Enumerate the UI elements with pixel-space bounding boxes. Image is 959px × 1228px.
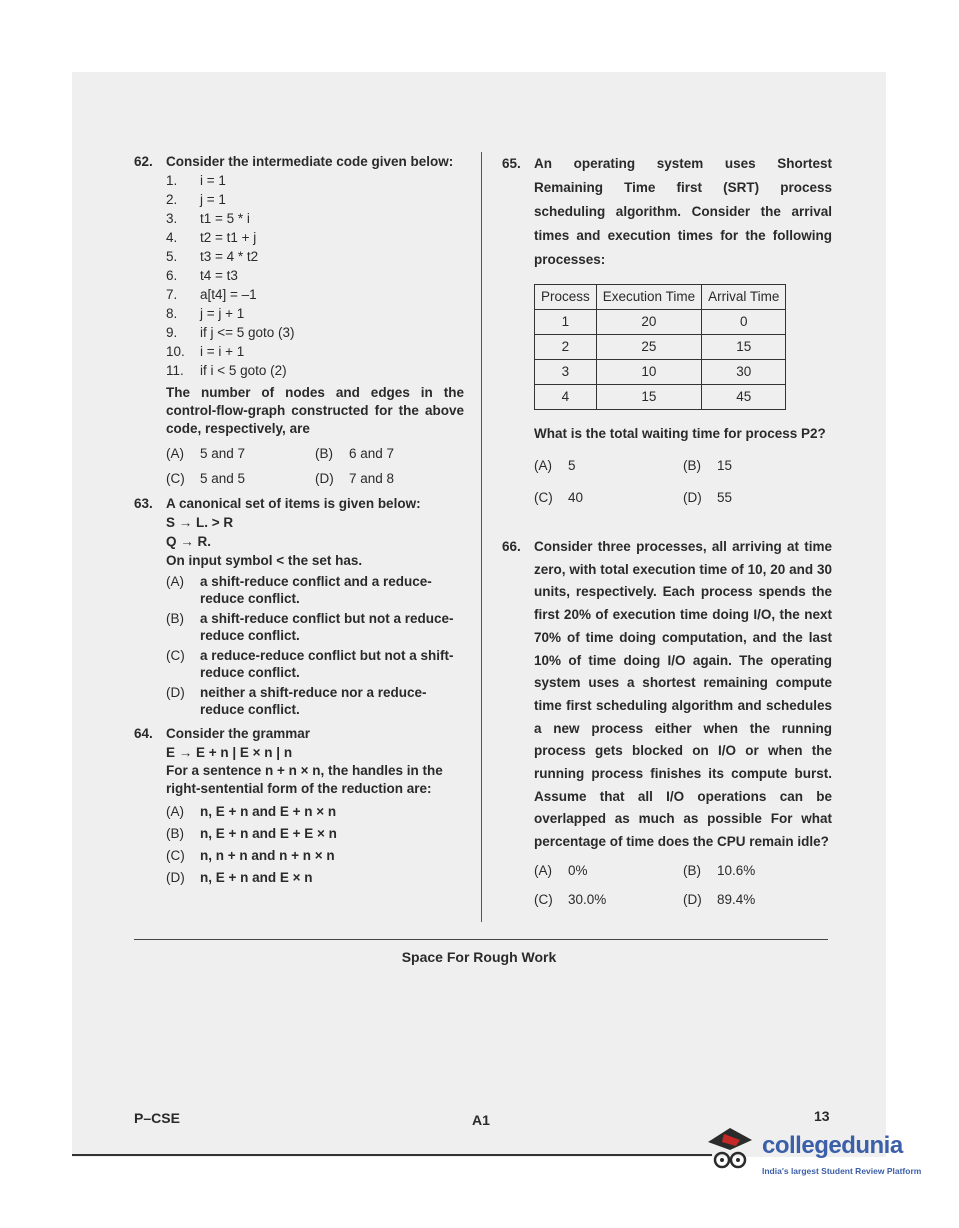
- question-stem: An operating system uses Shortest Remaining Time first (SRT) process scheduling algorithm. Consider the arrival times and execution times for the following processes:: [534, 156, 832, 267]
- question-stem: Consider three processes, all arriving at time zero, with total execution time of 10, 20 and 30 units, respectively. Each process spends the first 20% of execution time doing I/O, the next 70% of time doing computation, and the last 10% of time doing I/O again. The operating system uses a shortest remaining compute time first scheduling algorithm and schedules a new process either when the running process gets blocked on I/O or when the running process finishes its compute burst. Assume that all I/O operations can be overlapped as much as possible For what percentage of time does the CPU remain idle?: [534, 539, 832, 850]
- section-rule: [134, 939, 828, 940]
- question-65: [502, 152, 832, 510]
- footer-paper-code: P–CSE: [134, 1110, 180, 1126]
- option-d[interactable]: (D) 7 and 8: [315, 471, 395, 486]
- table-row: [535, 310, 786, 335]
- table-header: Process: [535, 285, 597, 310]
- table-cell: 45: [702, 385, 786, 410]
- options-row: [166, 444, 464, 463]
- mascot-icon: [700, 1120, 760, 1180]
- table-cell: 30: [702, 360, 786, 385]
- column-divider: [481, 152, 482, 922]
- table-header: Arrival Time: [702, 285, 786, 310]
- option-d[interactable]: (D) 89.4%: [683, 891, 756, 907]
- option-b[interactable]: (B) 10.6%: [683, 862, 756, 878]
- option-c[interactable]: (C) a reduce-reduce conflict but not a shift-reduce conflict.: [166, 648, 454, 680]
- code-line: 2. j = 1: [166, 192, 226, 207]
- options-row: [534, 454, 832, 478]
- item-line: Q → R.: [166, 534, 212, 549]
- option-c[interactable]: (C) 30.0%: [534, 891, 607, 907]
- question-stem: Consider the grammar: [166, 726, 311, 741]
- brand-tagline: India's largest Student Review Platform: [762, 1166, 922, 1176]
- code-line: 5. t3 = 4 * t2: [166, 249, 259, 264]
- question-number: 65.: [502, 156, 521, 171]
- code-line: 10. i = i + 1: [166, 344, 245, 359]
- option-a[interactable]: (A) 0%: [534, 862, 588, 878]
- question-text: The number of nodes and edges in the control-flow-graph constructed for the above code, respectively, are: [166, 385, 464, 436]
- option-a[interactable]: (A) 5: [534, 458, 576, 473]
- table-cell: 25: [596, 335, 701, 360]
- left-column: [134, 152, 464, 892]
- question-text: For a sentence n + n × n, the handles in the right-sentential form of the reduction are:: [166, 763, 443, 796]
- table-row: [535, 385, 786, 410]
- exam-page: [72, 72, 886, 1157]
- code-line: 9. if j <= 5 goto (3): [166, 325, 295, 340]
- collegedunia-watermark: [700, 1120, 940, 1190]
- table-cell: 20: [596, 310, 701, 335]
- code-listing: [166, 171, 464, 380]
- question-text: On input symbol < the set has.: [166, 553, 363, 568]
- code-line: 7. a[t4] = –1: [166, 287, 257, 302]
- options-row: [166, 469, 464, 488]
- option-b[interactable]: (B) 15: [683, 458, 733, 473]
- options-row: [534, 860, 832, 883]
- table-row: [535, 335, 786, 360]
- option-c[interactable]: (C) 5 and 5: [166, 471, 246, 486]
- question-number: 62.: [134, 154, 153, 169]
- option-a[interactable]: (A) n, E + n and E + n × n: [166, 804, 337, 819]
- code-line: 4. t2 = t1 + j: [166, 230, 257, 245]
- question-number: 64.: [134, 726, 153, 741]
- option-c[interactable]: (C) n, n + n and n + n × n: [166, 848, 335, 863]
- table-header: Execution Time: [596, 285, 701, 310]
- code-line: 6. t4 = t3: [166, 268, 238, 283]
- question-stem: A canonical set of items is given below:: [166, 496, 421, 511]
- options-row: [534, 486, 832, 510]
- grammar-rule: E → E + n | E × n | n: [166, 745, 293, 760]
- option-d[interactable]: (D) 55: [683, 490, 733, 505]
- option-a[interactable]: (A) a shift-reduce conflict and a reduce-reduce conflict.: [166, 574, 432, 606]
- code-line: 1. i = 1: [166, 173, 226, 188]
- option-b[interactable]: (B) n, E + n and E + E × n: [166, 826, 337, 841]
- table-row: [535, 360, 786, 385]
- table-header-row: [535, 285, 786, 310]
- table-cell: 2: [535, 335, 597, 360]
- option-c[interactable]: (C) 40: [534, 490, 584, 505]
- table-cell: 3: [535, 360, 597, 385]
- question-number: 66.: [502, 539, 521, 554]
- option-b[interactable]: (B) 6 and 7: [315, 446, 395, 461]
- rough-work-label: Space For Rough Work: [401, 949, 557, 965]
- option-d[interactable]: (D) neither a shift-reduce nor a reduce-reduce conflict.: [166, 685, 427, 717]
- footer-set-code: A1: [472, 1112, 490, 1128]
- footer-rule: [72, 1154, 712, 1156]
- table-cell: 15: [596, 385, 701, 410]
- table-cell: 4: [535, 385, 597, 410]
- table-cell: 1: [535, 310, 597, 335]
- table-cell: 0: [702, 310, 786, 335]
- option-b[interactable]: (B) a shift-reduce conflict but not a reduce-reduce conflict.: [166, 611, 454, 643]
- question-64: [134, 724, 464, 886]
- question-66: [502, 536, 832, 911]
- code-line: 11. if i < 5 goto (2): [166, 363, 287, 378]
- code-line: 8. j = j + 1: [166, 306, 245, 321]
- right-column: [502, 152, 832, 917]
- question-number: 63.: [134, 496, 153, 511]
- footer-page-number: 13: [814, 1108, 830, 1124]
- question-text: What is the total waiting time for process P2?: [534, 426, 826, 441]
- code-line: 3. t1 = 5 * i: [166, 211, 250, 226]
- option-a[interactable]: (A) 5 and 7: [166, 446, 246, 461]
- item-line: S → L. > R: [166, 515, 234, 530]
- process-table: [534, 284, 786, 410]
- option-d[interactable]: (D) n, E + n and E × n: [166, 870, 313, 885]
- brand-name: collegedunia: [762, 1132, 903, 1159]
- question-62: [134, 152, 464, 488]
- question-63: [134, 494, 464, 718]
- options-row: [534, 889, 832, 912]
- question-stem: Consider the intermediate code given below:: [166, 154, 454, 169]
- table-cell: 15: [702, 335, 786, 360]
- table-cell: 10: [596, 360, 701, 385]
